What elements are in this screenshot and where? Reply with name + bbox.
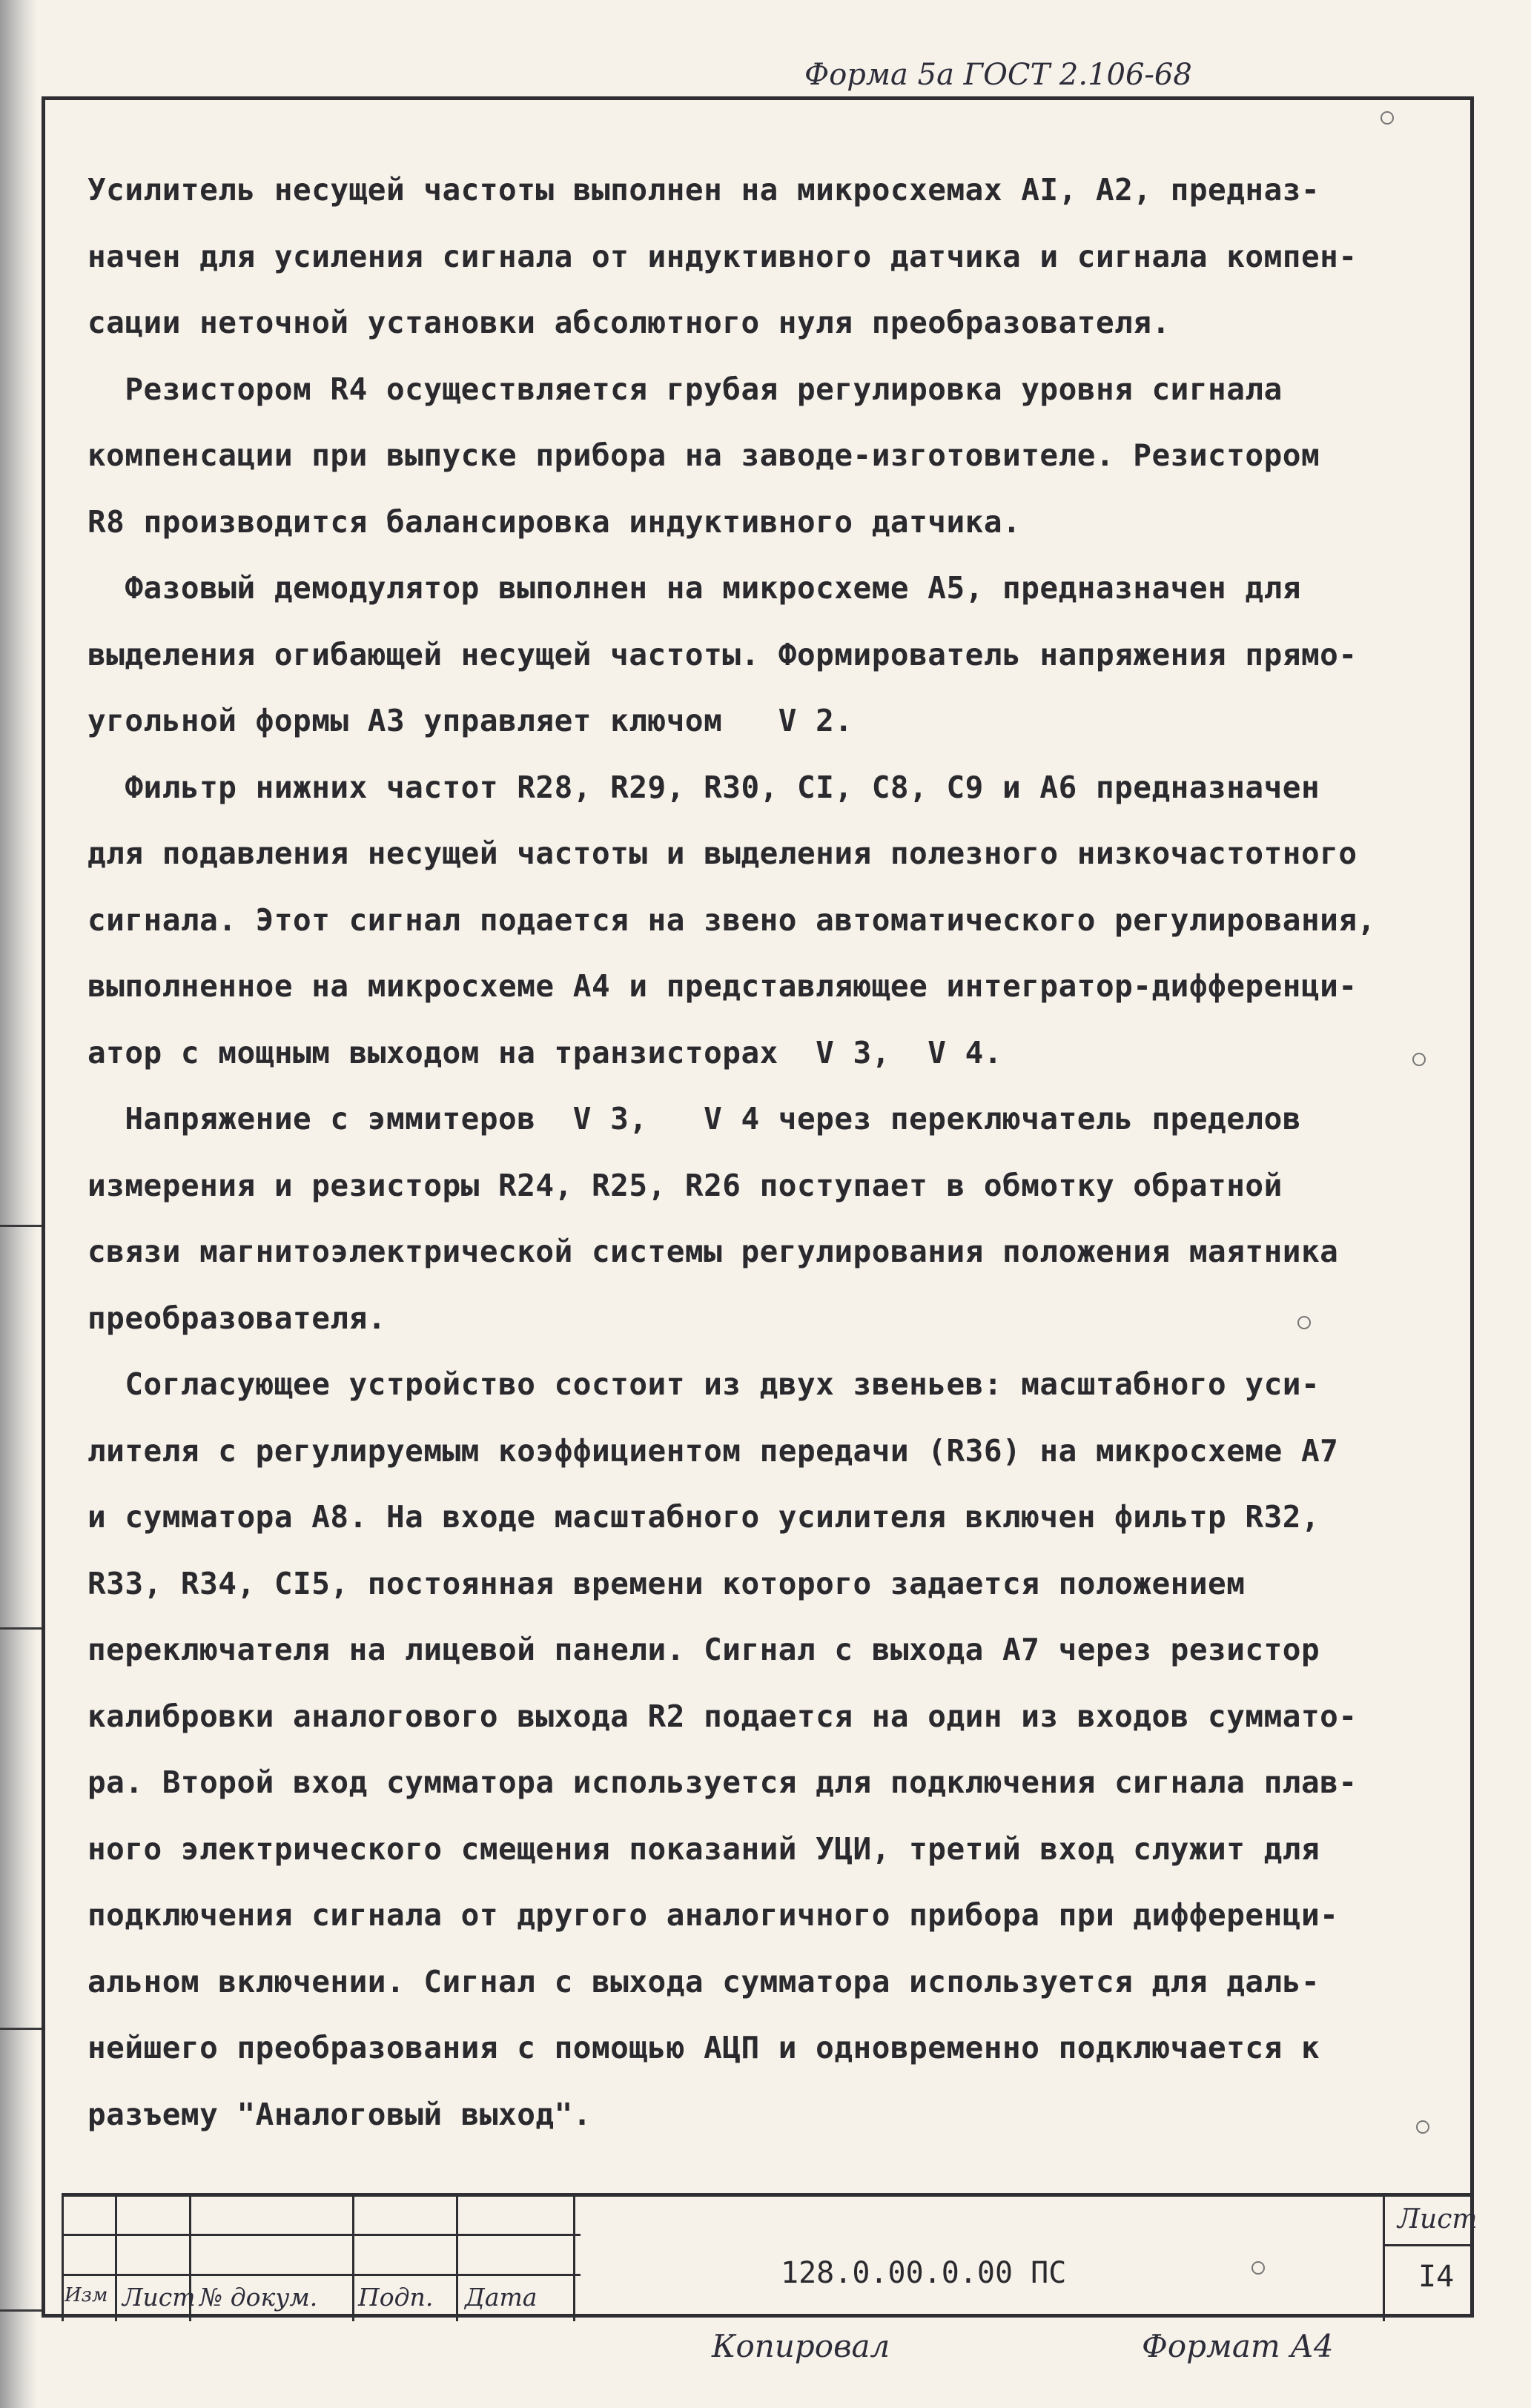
body-line: переключателя на лицевой панели. Сигнал с выхода А7 через резистор (87, 1632, 1320, 1667)
body-line: выделения огибающей несущей частоты. Формирователь напряжения прямо- (87, 636, 1358, 672)
body-line: ра. Второй вход сумматора используется для подключения сигнала плав- (87, 1764, 1358, 1800)
body-line: измерения и резисторы R24, R25, R26 поступает в обмотку обратной (87, 1167, 1283, 1203)
scan-edge-mark (0, 1225, 42, 1227)
body-line: ного электрического смещения показаний УЦИ, третий вход служит для (87, 1830, 1320, 1867)
format-note: Формат А4 (1142, 2328, 1334, 2364)
body-line: Напряжение с эммитеров V 3, V 4 через переключатель пределов (87, 1101, 1301, 1137)
dust-speck (1412, 1053, 1426, 1066)
title-block-rule (1383, 2244, 1474, 2246)
body-line: Согласующее устройство состоит из двух звеньев: масштабного уси- (87, 1366, 1320, 1402)
scan-edge-mark (0, 2309, 42, 2312)
body-line: выполненное на микросхеме А4 и представляющее интегратор-дифференци- (87, 968, 1358, 1004)
sheet-label: Лист (1398, 2204, 1478, 2235)
title-block-rule (456, 2197, 458, 2321)
body-line: Резистором R4 осуществляется грубая регулировка уровня сигнала (87, 371, 1283, 407)
body-line: Фазовый демодулятор выполнен на микросхеме А5, предназначен для (87, 570, 1301, 606)
col-list: Лист (122, 2283, 196, 2312)
body-line: R8 производится балансировка индуктивного датчика. (87, 503, 1022, 540)
dust-speck (1380, 111, 1394, 125)
body-line: сации неточной установки абсолютного нуля преобразователя. (87, 305, 1171, 340)
form-note: Форма 5а ГОСТ 2.106-68 (804, 58, 1192, 92)
col-izm: Изм (65, 2284, 108, 2306)
title-block-rule (352, 2197, 354, 2321)
body-line: атор с мощным выходом на транзисторах V 3, V 4. (87, 1034, 1003, 1071)
scan-edge-mark (0, 2028, 42, 2030)
body-line: начен для усиления сигнала от индуктивного датчика и сигнала компен- (87, 238, 1358, 274)
body-line: подключения сигнала от другого аналогичного прибора при дифференци- (87, 1897, 1339, 1933)
body-line: нейшего преобразования с помощью АЦП и одновременно подключается к (87, 2030, 1320, 2065)
dust-speck (1251, 2261, 1265, 2275)
body-line: лителя с регулируемым коэффициентом передачи (R36) на микросхеме А7 (87, 1432, 1339, 1469)
body-line: преобразователя. (87, 1300, 386, 1336)
copied-by: Копировал (712, 2328, 890, 2364)
body-line: Фильтр нижних частот R28, R29, R30, CI, C8, C9 и А6 предназначен (87, 769, 1320, 805)
col-date: Дата (465, 2283, 538, 2312)
dust-speck (1416, 2120, 1429, 2134)
title-block (62, 2193, 1478, 2318)
title-block-rule (62, 2234, 581, 2236)
scan-edge-mark (0, 1627, 42, 1630)
title-block-rule (1383, 2197, 1385, 2321)
document-body (87, 157, 1468, 2148)
scan-shadow (0, 0, 37, 2408)
body-line: калибровки аналогового выхода R2 подается на один из входов суммато- (87, 1698, 1358, 1734)
body-line: Усилитель несущей частоты выполнен на микросхемах AI, A2, предназ- (87, 172, 1320, 208)
body-line: альном включении. Сигнал с выхода сумматора используется для даль- (87, 1963, 1320, 2000)
body-line: сигнала. Этот сигнал подается на звено автоматического регулирования, (87, 902, 1376, 938)
title-block-rule (573, 2197, 575, 2321)
body-line: R33, R34, CI5, постоянная времени которого задается положением (87, 1565, 1246, 1601)
document-designation: 128.0.00.0.00 ПС (781, 2256, 1067, 2290)
body-line: угольной формы А3 управляет ключом V 2. (87, 703, 853, 738)
col-doc-number: № докум. (199, 2283, 318, 2312)
title-block-rule (62, 2274, 581, 2276)
sheet-number: I4 (1418, 2260, 1455, 2294)
body-line: компенсации при выпуске прибора на заводе-изготовителе. Резистором (87, 437, 1320, 473)
title-block-rule (115, 2197, 117, 2321)
body-line: и сумматора А8. На входе масштабного усилителя включен фильтр R32, (87, 1499, 1320, 1535)
body-line: для подавления несущей частоты и выделения полезного низкочастотного (87, 836, 1358, 871)
body-line: связи магнитоэлектрической системы регулирования положения маятника (87, 1234, 1339, 1269)
col-signature: Подп. (358, 2283, 434, 2312)
body-line: разъему "Аналоговый выход". (87, 2096, 592, 2132)
dust-speck (1297, 1316, 1311, 1329)
title-block-rule (62, 2197, 64, 2321)
